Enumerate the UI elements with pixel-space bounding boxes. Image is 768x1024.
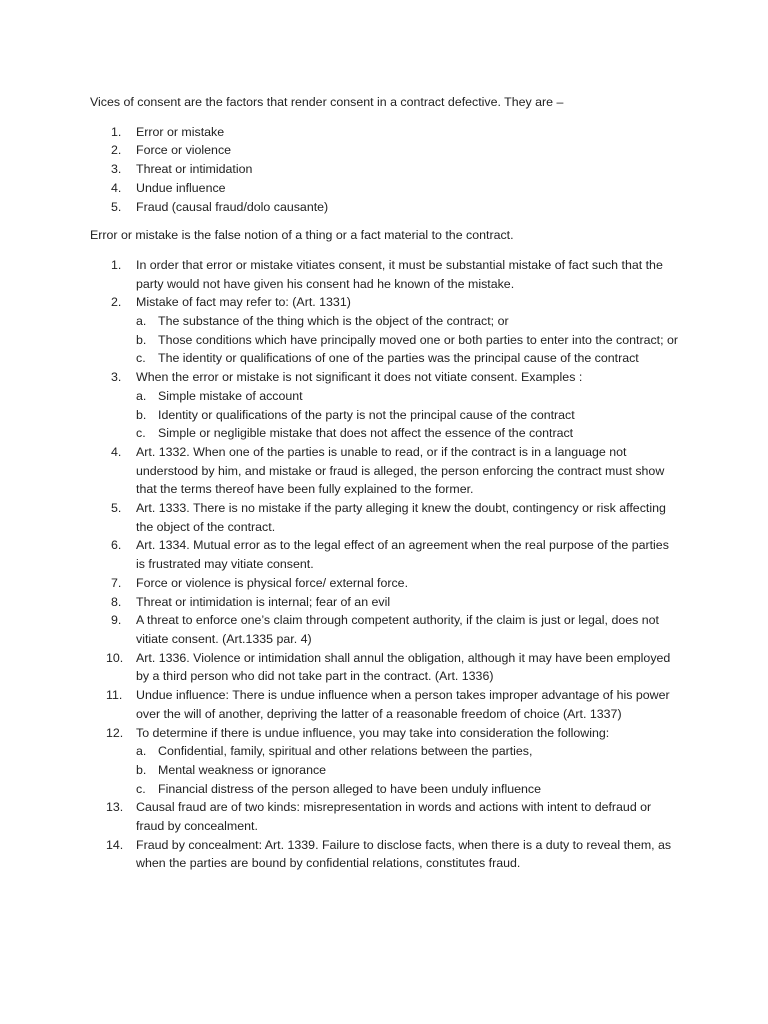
item-text: Threat or intimidation is internal; fear of an evil [136, 594, 391, 609]
item-text: Simple mistake of account [158, 388, 303, 403]
item-number: 6. [111, 538, 122, 553]
point-list-item [90, 499, 680, 536]
item-text: Undue influence [136, 180, 226, 195]
point-list-item [90, 798, 680, 835]
item-number: 5. [111, 501, 122, 516]
item-text: Those conditions which have principally moved one or both parties to enter into the contract; or [158, 332, 679, 347]
item-number: 11. [106, 688, 123, 703]
sub-list-item [136, 349, 680, 368]
item-text: Art. 1336. Violence or intimidation shall annul the obligation, although it may have been employed by a third person who did not take part in the contract. (Art. 1336) [136, 650, 671, 684]
item-text: Force or violence [136, 143, 232, 158]
item-number: 9. [111, 613, 122, 628]
item-number: c. [136, 351, 146, 366]
vice-list-item [90, 198, 680, 217]
point-list-item [90, 724, 680, 799]
document-body [90, 93, 680, 873]
item-number: b. [136, 332, 147, 347]
item-number: 4. [111, 444, 122, 459]
sub-list [136, 387, 680, 443]
vice-list-item [90, 141, 680, 160]
point-list-item [90, 836, 680, 873]
item-number: 3. [111, 162, 122, 177]
item-number: 7. [111, 575, 122, 590]
item-text: The substance of the thing which is the object of the contract; or [158, 314, 509, 329]
item-number: c. [136, 781, 146, 796]
sub-list-item [136, 780, 680, 799]
item-text: To determine if there is undue influence, you may take into consideration the following: [136, 725, 610, 740]
item-text: Error or mistake [136, 124, 225, 139]
point-list-item [90, 686, 680, 723]
item-number: b. [136, 762, 147, 777]
item-number: 12. [106, 725, 124, 740]
error-definition-paragraph: Error or mistake is the false notion of a thing or a fact material to the contract. [90, 228, 514, 243]
item-number: 1. [111, 124, 122, 139]
item-number: 14. [106, 837, 124, 852]
item-text: Undue influence: There is undue influence when a person takes improper advantage of his power over the will of another, depriving the latter of a reasonable freedom of choice (Art. 1337) [136, 688, 670, 721]
item-text: Art. 1334. Mutual error as to the legal effect of an agreement when the real purpose of the parties is frustrated may vitiate consent. [136, 538, 669, 572]
item-number: 4. [111, 180, 122, 195]
vices-of-consent-list [90, 123, 680, 217]
item-number: a. [136, 314, 147, 329]
item-number: b. [136, 407, 147, 422]
item-number: 3. [111, 370, 122, 385]
item-text: A threat to enforce one’s claim through competent authority, if the claim is just or legal, does not vitiate consent. (Art.1335 par. 4) [136, 613, 659, 646]
item-number: 10. [106, 650, 124, 665]
item-number: 8. [111, 594, 122, 609]
sub-list-item [136, 331, 680, 350]
point-list-item [90, 368, 680, 443]
item-text: Causal fraud are of two kinds: misrepresentation in words and actions with intent to defraud or fraud by concealment. [136, 800, 652, 834]
sub-list-item [136, 424, 680, 443]
sub-list [136, 312, 680, 368]
item-text: Force or violence is physical force/ external force. [136, 575, 409, 590]
vice-list-item [90, 123, 680, 142]
item-number: c. [136, 426, 146, 441]
point-list-item [90, 443, 680, 499]
item-number: 5. [111, 199, 122, 214]
item-text: Threat or intimidation [136, 162, 253, 177]
item-text: The identity or qualifications of one of the parties was the principal cause of the contract [158, 351, 639, 366]
item-text: Mistake of fact may refer to: (Art. 1331) [136, 295, 351, 310]
point-list-item [90, 649, 680, 686]
item-text: Confidential, family, spiritual and other relations between the parties, [158, 744, 533, 759]
item-number: a. [136, 744, 147, 759]
sub-list-item [136, 761, 680, 780]
item-text: Simple or negligible mistake that does not affect the essence of the contract [158, 426, 574, 441]
sub-list-item [136, 406, 680, 425]
vice-list-item [90, 160, 680, 179]
sub-list [136, 742, 680, 798]
item-text: Fraud by concealment: Art. 1339. Failure to disclose facts, when there is a duty to reveal them, as when the parties are bound by confidential relations, constitutes fraud. [136, 837, 672, 871]
item-number: 2. [111, 143, 122, 158]
sub-list-item [136, 387, 680, 406]
point-list-item [90, 536, 680, 573]
sub-list-item [136, 742, 680, 761]
item-text: In order that error or mistake vitiates consent, it must be substantial mistake of fact such that the party would not have given his consent had he known of the mistake. [136, 257, 663, 291]
vice-list-item [90, 179, 680, 198]
intro-paragraph: Vices of consent are the factors that render consent in a contract defective. They are – [90, 95, 564, 109]
item-text: Fraud (causal fraud/dolo causante) [136, 199, 329, 214]
item-text: Financial distress of the person alleged to have been unduly influence [158, 781, 541, 796]
points-list [90, 256, 680, 873]
point-list-item [90, 293, 680, 368]
point-list-item [90, 256, 680, 293]
item-number: 13. [106, 800, 124, 815]
point-list-item [90, 611, 680, 648]
item-number: 1. [111, 257, 122, 272]
item-text: Art. 1332. When one of the parties is unable to read, or if the contract is in a language not understood by him, and mistake or fraud is alleged, the person enforcing the contract must show that the terms thereof have been fully explained to the former. [136, 444, 665, 497]
item-text: Mental weakness or ignorance [158, 762, 327, 777]
item-number: a. [136, 388, 147, 403]
sub-list-item [136, 312, 680, 331]
point-list-item [90, 574, 680, 593]
item-number: 2. [111, 295, 122, 310]
item-text: Identity or qualifications of the party is not the principal cause of the contract [158, 407, 575, 422]
point-list-item [90, 593, 680, 612]
item-text: Art. 1333. There is no mistake if the party alleging it knew the doubt, contingency or risk affecting the object of the contract. [136, 501, 666, 534]
item-text: When the error or mistake is not significant it does not vitiate consent. Examples : [136, 370, 583, 385]
